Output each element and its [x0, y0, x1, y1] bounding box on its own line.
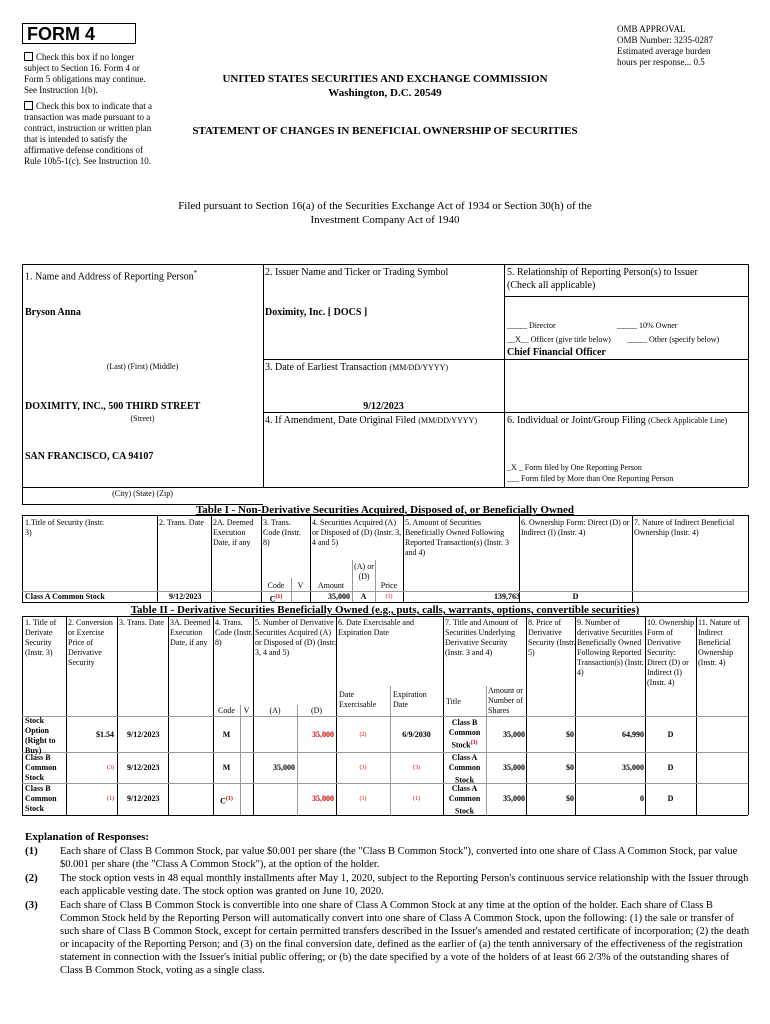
- box5-sublabel: (Check all applicable): [507, 280, 596, 291]
- t1-col2a-header: 2A. Deemed Execution Date, if any: [213, 518, 254, 547]
- t2-security-title: Class B Common Stock: [25, 784, 57, 813]
- t2-col3-header: 3. Trans. Date: [119, 618, 164, 627]
- t2-deriv-price: $0: [566, 730, 574, 739]
- one-person-option[interactable]: _X _ Form filed by One Reporting Person: [507, 463, 642, 472]
- filed-pursuant-1: Filed pursuant to Section 16(a) of the Securities Exchange Act of 1934 or Section 30(h) of the: [178, 200, 592, 212]
- t1-price: [375, 592, 403, 605]
- t1-code-header: Code: [267, 581, 285, 590]
- box4-label-text: 4. If Amendment, Date Original Filed: [265, 415, 416, 426]
- t1-col3-header: 3. Trans. Code (Instr. 8): [263, 518, 301, 547]
- t2-exercise-price: [68, 763, 114, 776]
- omb-line: Estimated average burden: [617, 46, 711, 56]
- t1-col6-header: 6. Ownership Form: Direct (D) or Indirect (I) (Instr. 4): [521, 518, 630, 537]
- t1-col1-header: 1.Title of Security (Instr. 3): [25, 518, 105, 537]
- t2-trans-date: 9/12/2023: [127, 730, 160, 739]
- footnote-ref[interactable]: (1): [385, 594, 393, 600]
- t2-a-header: (A): [269, 706, 281, 715]
- t2-date-exercisable: [336, 730, 390, 743]
- t2-col5-header: 5. Number of Derivative Securities Acquired (A) or Disposed of (D) (Instr. 3, 4 and 5): [255, 618, 337, 657]
- box3-label: [265, 362, 448, 374]
- name-format: (Last) (First) (Middle): [106, 362, 179, 371]
- explanation-heading: Explanation of Responses:: [25, 831, 150, 843]
- footnote-ref[interactable]: (1): [275, 594, 283, 600]
- footnote-ref[interactable]: (3): [359, 765, 367, 771]
- check-10b5: [24, 101, 156, 167]
- t2-ul-amount: 35,000: [503, 730, 525, 739]
- box6-label: [507, 415, 745, 427]
- footnote-ref[interactable]: (3): [107, 765, 114, 771]
- t2-v-header: V: [243, 706, 250, 715]
- t2-ul-title-text: Class A Common Stock: [448, 784, 481, 816]
- footnote-ref[interactable]: (3): [413, 765, 420, 771]
- issuer-name: Doximity, Inc. [ DOCS ]: [265, 307, 368, 318]
- t2-owned-following: 0: [640, 794, 644, 803]
- t2-owned-following: 64,990: [622, 730, 644, 739]
- t2-trans-date: 9/12/2023: [127, 794, 160, 803]
- ten-percent-owner-option[interactable]: _____ 10% Owner: [617, 321, 678, 330]
- check-section16: [24, 52, 156, 96]
- box2-label: 2. Issuer Name and Ticker or Trading Symbol: [265, 267, 449, 278]
- t2-deriv-price: $0: [566, 763, 574, 772]
- box3-label-text: 3. Date of Earliest Transaction: [265, 362, 387, 373]
- earliest-transaction-date: 9/12/2023: [363, 401, 404, 412]
- t2-d-header: (D): [310, 706, 323, 715]
- t2-expiration: 6/9/2030: [402, 730, 431, 739]
- t1-amount-header: Amount: [317, 581, 345, 590]
- omb-line: OMB Number: 3235-0287: [617, 35, 713, 45]
- t2-expiration: [390, 794, 443, 807]
- t2-owned-following: 35,000: [622, 763, 644, 772]
- t2-col1-header: 1. Title of Derivate Security (Instr. 3): [25, 618, 57, 657]
- t1-col5-header: 5. Amount of Securities Beneficially Owned Following Reported Transaction(s) (Instr. 3 and 4): [405, 518, 509, 557]
- t2-col11-header: 11. Nature of Indirect Beneficial Ownership (Instr. 4): [698, 618, 741, 667]
- filed-pursuant-2: Investment Company Act of 1940: [310, 214, 460, 226]
- omb-line: hours per response... 0.5: [617, 57, 705, 67]
- t2-col2-header: 2. Conversion or Exercise Price of Derivative Security: [68, 618, 113, 667]
- form-title: FORM 4: [27, 24, 96, 44]
- t2-ul-title-header: Title: [446, 697, 461, 706]
- t2-ul-amount: 35,000: [503, 794, 525, 803]
- footnote-ref[interactable]: (1): [359, 796, 367, 802]
- street-address: DOXIMITY, INC., 500 THIRD STREET: [25, 401, 201, 412]
- street-label: (Street): [130, 414, 155, 423]
- box1-label-text: 1. Name and Address of Reporting Person: [25, 271, 194, 283]
- t1-amount: 35,000: [328, 592, 350, 601]
- other-option[interactable]: _____ Other (specify below): [627, 335, 720, 344]
- footnote-ref[interactable]: (1): [413, 796, 420, 802]
- reporting-person-name: Bryson Anna: [25, 307, 81, 318]
- t2-expiration-header: Expiration Date: [393, 690, 427, 709]
- t2-disposed: 35,000: [312, 730, 334, 739]
- footnote-ref[interactable]: (1): [225, 796, 233, 802]
- agency-name: UNITED STATES SECURITIES AND EXCHANGE COMMISSION: [222, 73, 548, 85]
- footnote-text: The stock option vests in 48 equal monthly installments after May 1, 2020, subject to the Reporting Person's continuous service relationship with the Issuer through each applicable vesting date. The stock option was granted on June 10, 2020.: [60, 873, 749, 897]
- t2-security-title: Class B Common Stock: [25, 753, 57, 782]
- t2-col4-header: 4. Trans. Code (Instr. 8): [215, 618, 253, 647]
- officer-title: Chief Financial Officer: [507, 347, 606, 358]
- t1-trans-date: 9/12/2023: [169, 592, 202, 601]
- footnote-text: Each share of Class B Common Stock is convertible into one share of Class A Common Stock at any time at the option of the holder. Each share of Class B Common Stock held by the Reporting Person will automatically convert into one share of Class A Common Stock, upon the following: (1) the sale or transfer of such share of Class B Common Stock, except for certain permitted transfers described in the Issuer's amended and restated certificate of incorporation; (2) the death or incapacity of the Reporting Person; and (3) on the final conversion date, defined as the earlier of (a) the tenth anniversary of the effectiveness of the registration statement in connection with the Issuer's initial public offering; or (b) the date specified by a vote of the holders of at least 66 2/3% of the outstanding shares of Class B Common Stock, voting as a single class.: [60, 900, 750, 976]
- rule-10b5-checkbox[interactable]: [24, 101, 33, 110]
- t2-ul-title-text: Class A Common Stock: [448, 753, 481, 785]
- omb-line: OMB APPROVAL: [617, 24, 686, 34]
- director-option[interactable]: _____ Director: [507, 321, 556, 330]
- footnote-number: (3): [25, 899, 38, 911]
- agency-location: Washington, D.C. 20549: [328, 87, 442, 99]
- t2-trans-code: M: [222, 730, 231, 739]
- t1-col4-header: 4. Securities Acquired (A) or Disposed of (D) (Instr. 3, 4 and 5): [312, 518, 402, 547]
- section16-checkbox[interactable]: [24, 52, 33, 61]
- t2-trans-code: M: [222, 763, 231, 772]
- t2-ownership-form: D: [667, 794, 674, 803]
- t2-security-title: Stock Option (Right to Buy): [25, 716, 56, 755]
- t2-ul-title: [443, 718, 486, 751]
- t2-col6-header: 6. Date Exercisable and Expiration Date: [338, 618, 414, 637]
- t1-v-header: V: [297, 581, 304, 590]
- footnote-ref[interactable]: (2): [359, 732, 367, 738]
- t2-ul-amount: 35,000: [503, 763, 525, 772]
- t2-deriv-price: $0: [566, 794, 574, 803]
- box1-label: [25, 267, 197, 283]
- t2-acquired: 35,000: [273, 763, 295, 772]
- footnote-text: Each share of Class B Common Stock, par value $0.001 per share (the "Class B Common Stock"), converted into one share of Class A Common Stock, par value $0.001 per share (the "Class A Common Stock"), at the option of the holder.: [60, 846, 738, 870]
- t1-price-header: Price: [380, 581, 398, 590]
- box4-date-format: (MM/DD/YYYY): [418, 416, 477, 425]
- t2-exercise-price: $1.54: [96, 730, 114, 739]
- t2-ul-title: [443, 753, 486, 786]
- check-10b5-text: Check this box to indicate that a transaction was made pursuant to a contract, instruction or written plan that is intended to satisfy the affirmative defense conditions of Rule 10b5-1(c). See Instruction 10.: [24, 101, 152, 166]
- t2-expiration: [390, 763, 443, 776]
- form-title-box: [22, 23, 136, 44]
- t1-col2-header: 2. Trans. Date: [159, 518, 204, 527]
- check-section16-text: Check this box if no longer subject to Section 16. Form 4 or Form 5 obligations may continue. See Instruction 1(b).: [24, 52, 146, 95]
- t2-col10-header: 10. Ownership Form of Derivative Security: Direct (D) or Indirect (I) (Instr. 4): [647, 618, 695, 687]
- t2-col7-header: 7. Title and Amount of Securities Underlying Derivative Security (Instr. 3 and 4): [445, 618, 518, 657]
- t2-exercise-price: [68, 794, 114, 807]
- city-state-zip: SAN FRANCISCO, CA 94107: [25, 451, 154, 462]
- box6-sublabel: (Check Applicable Line): [648, 416, 728, 425]
- table2-title: Table II - Derivative Securities Beneficially Owned (e.g., puts, calls, warrants, options, convertible securities): [130, 604, 640, 616]
- t2-trans-code: [213, 794, 240, 807]
- t1-security-title: Class A Common Stock: [25, 592, 105, 601]
- t1-ownership-form: D: [572, 592, 579, 601]
- t1-trans-code: [261, 592, 291, 605]
- box6-label-text: 6. Individual or Joint/Group Filing: [507, 415, 646, 426]
- t1-col7-header: 7. Nature of Indirect Beneficial Ownership (Instr. 4): [634, 518, 735, 537]
- t2-ownership-form: D: [667, 730, 674, 739]
- t2-ul-amount-header: Amount or Number of Shares: [488, 686, 523, 715]
- t2-disposed: 35,000: [312, 794, 334, 803]
- t2-date-exercisable: [336, 763, 390, 776]
- t2-code-header: Code: [218, 706, 235, 715]
- footnote-ref[interactable]: (3): [470, 740, 478, 746]
- t1-owned-following: 139,763: [494, 592, 520, 601]
- table1-title: Table I - Non-Derivative Securities Acquired, Disposed of, or Beneficially Owned: [195, 504, 575, 516]
- t2-col9-header: 9. Number of derivative Securities Beneficially Owned Following Reported Transaction(s) (Instr. 4): [577, 618, 644, 677]
- city-state-zip-label: (City) (State) (Zip): [112, 489, 173, 498]
- footnote-number: (1): [25, 845, 38, 857]
- t1-code-value: C: [269, 594, 276, 604]
- footnote-number: (2): [25, 872, 38, 884]
- t2-date-exercisable: [336, 794, 390, 807]
- omb-approval: [617, 24, 757, 68]
- statement-title: STATEMENT OF CHANGES IN BENEFICIAL OWNERSHIP OF SECURITIES: [192, 125, 578, 137]
- t2-col3a-header: 3A. Deemed Execution Date, if any: [170, 618, 211, 647]
- box4-label: [265, 415, 477, 427]
- more-persons-option[interactable]: ___ Form filed by More than One Reporting Person: [507, 474, 674, 483]
- t2-trans-date: 9/12/2023: [127, 763, 160, 772]
- t2-ownership-form: D: [667, 763, 674, 772]
- t2-ul-title-text: Class B Common Stock: [448, 718, 481, 750]
- t1-aord-header: (A) or (D): [354, 562, 374, 581]
- box3-date-format: (MM/DD/YYYY): [389, 363, 449, 372]
- t2-col8-header: 8. Price of Derivative Security (Instr. 5): [528, 618, 576, 657]
- t2-ul-title: [443, 784, 486, 817]
- footnote-ref[interactable]: (1): [107, 796, 114, 802]
- officer-option[interactable]: __X__ Officer (give title below): [507, 335, 611, 344]
- box5-label: 5. Relationship of Reporting Person(s) to Issuer: [507, 267, 698, 278]
- box1-star: *: [193, 269, 198, 277]
- t2-date-exercisable-header: Date Exercisable: [339, 690, 377, 709]
- t1-aord: A: [360, 592, 367, 601]
- t2-code-value: C: [220, 796, 226, 806]
